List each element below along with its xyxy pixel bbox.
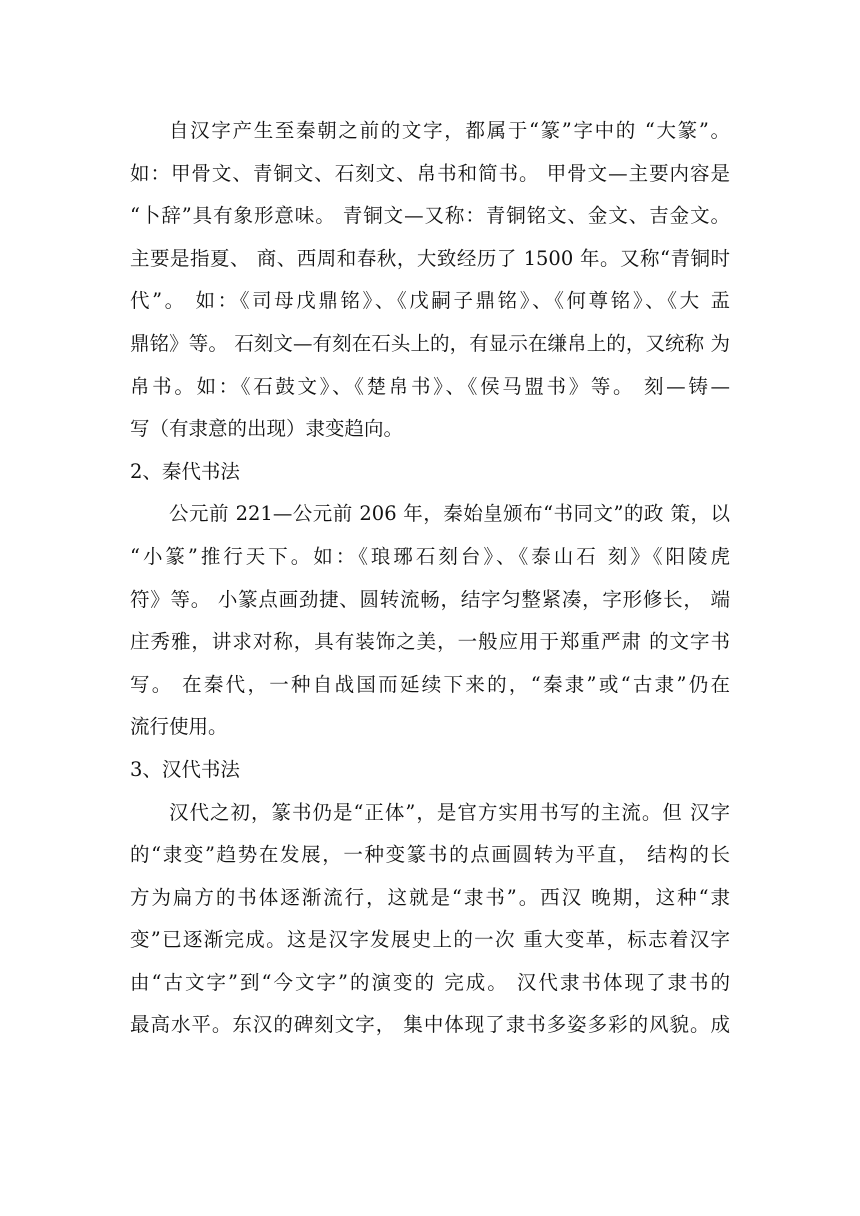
paragraph-line: 写（有隶意的出现）隶变趋向。 <box>130 417 404 441</box>
paragraph-line: 最高水平。东汉的碑刻文字， 集中体现了隶书多姿多彩的风貌。成 <box>130 1013 730 1037</box>
section-pre-qin <box>130 110 730 451</box>
paragraph-line: 主要是指夏、 商、西周和春秋，大致经历了 1500 年。又称“青铜时 <box>130 246 730 270</box>
paragraph-line: “卜辞”具有象形意味。 青铜文—又称：青铜铭文、金文、吉金文。 <box>130 204 730 228</box>
section-qin <box>130 451 730 749</box>
paragraph-line: 的“隶变”趋势在发展，一种变篆书的点画圆转为平直， 结构的长 <box>130 843 730 867</box>
paragraph-line: 公元前 221—公元前 206 年，秦始皇颁布“书同文”的政 策，以 <box>169 502 730 526</box>
paragraph-line: 如：甲骨文、青铜文、石刻文、帛书和简书。 甲骨文—主要内容是 <box>130 161 730 185</box>
paragraph-line: 符》等。 小篆点画劲捷、圆转流畅，结字匀整紧凑，字形修长， 端 <box>130 587 730 611</box>
paragraph-line: 写。 在秦代，一种自战国而延续下来的，“秦隶”或“古隶”仍在 <box>130 672 730 696</box>
paragraph-line: 鼎铭》等。 石刻文—有刻在石头上的，有显示在缣帛上的，又统称 为 <box>130 331 730 355</box>
paragraph-line: 变”已逐渐完成。这是汉字发展史上的一次 重大变革，标志着汉字 <box>130 928 730 952</box>
paragraph-line: 代”。 如：《司母戊鼎铭》、《戊嗣子鼎铭》、《何尊铭》、《大 盂 <box>130 289 730 313</box>
paragraph-line: 由“古文字”到“今文字”的演变的 完成。 汉代隶书体现了隶书的 <box>130 970 730 994</box>
paragraph-line: 方为扁方的书体逐渐流行，这就是“隶书”。西汉 晚期，这种“隶 <box>130 885 730 909</box>
paragraph-line: 流行使用。 <box>130 715 228 739</box>
paragraph-line: 自汉字产生至秦朝之前的文字，都属于“篆”字中的 “大篆”。 <box>169 119 730 142</box>
document-page <box>130 110 730 1047</box>
paragraph-line: 帛书。如：《石鼓文》、《楚帛书》、《侯马盟书》等。 刻—铸— <box>130 374 730 398</box>
section-han <box>130 749 730 1047</box>
section-heading: 3、汉代书法 <box>130 757 240 781</box>
paragraph-line: 庄秀雅，讲求对称，具有装饰之美，一般应用于郑重严肃 的文字书 <box>130 630 730 654</box>
section-heading: 2、秦代书法 <box>130 459 240 483</box>
paragraph-line: 汉代之初，篆书仍是“正体”，是官方实用书写的主流。但 汉字 <box>169 800 730 824</box>
paragraph-line: “小篆”推行天下。如：《琅琊石刻台》、《泰山石 刻》《阳陵虎 <box>130 544 730 568</box>
